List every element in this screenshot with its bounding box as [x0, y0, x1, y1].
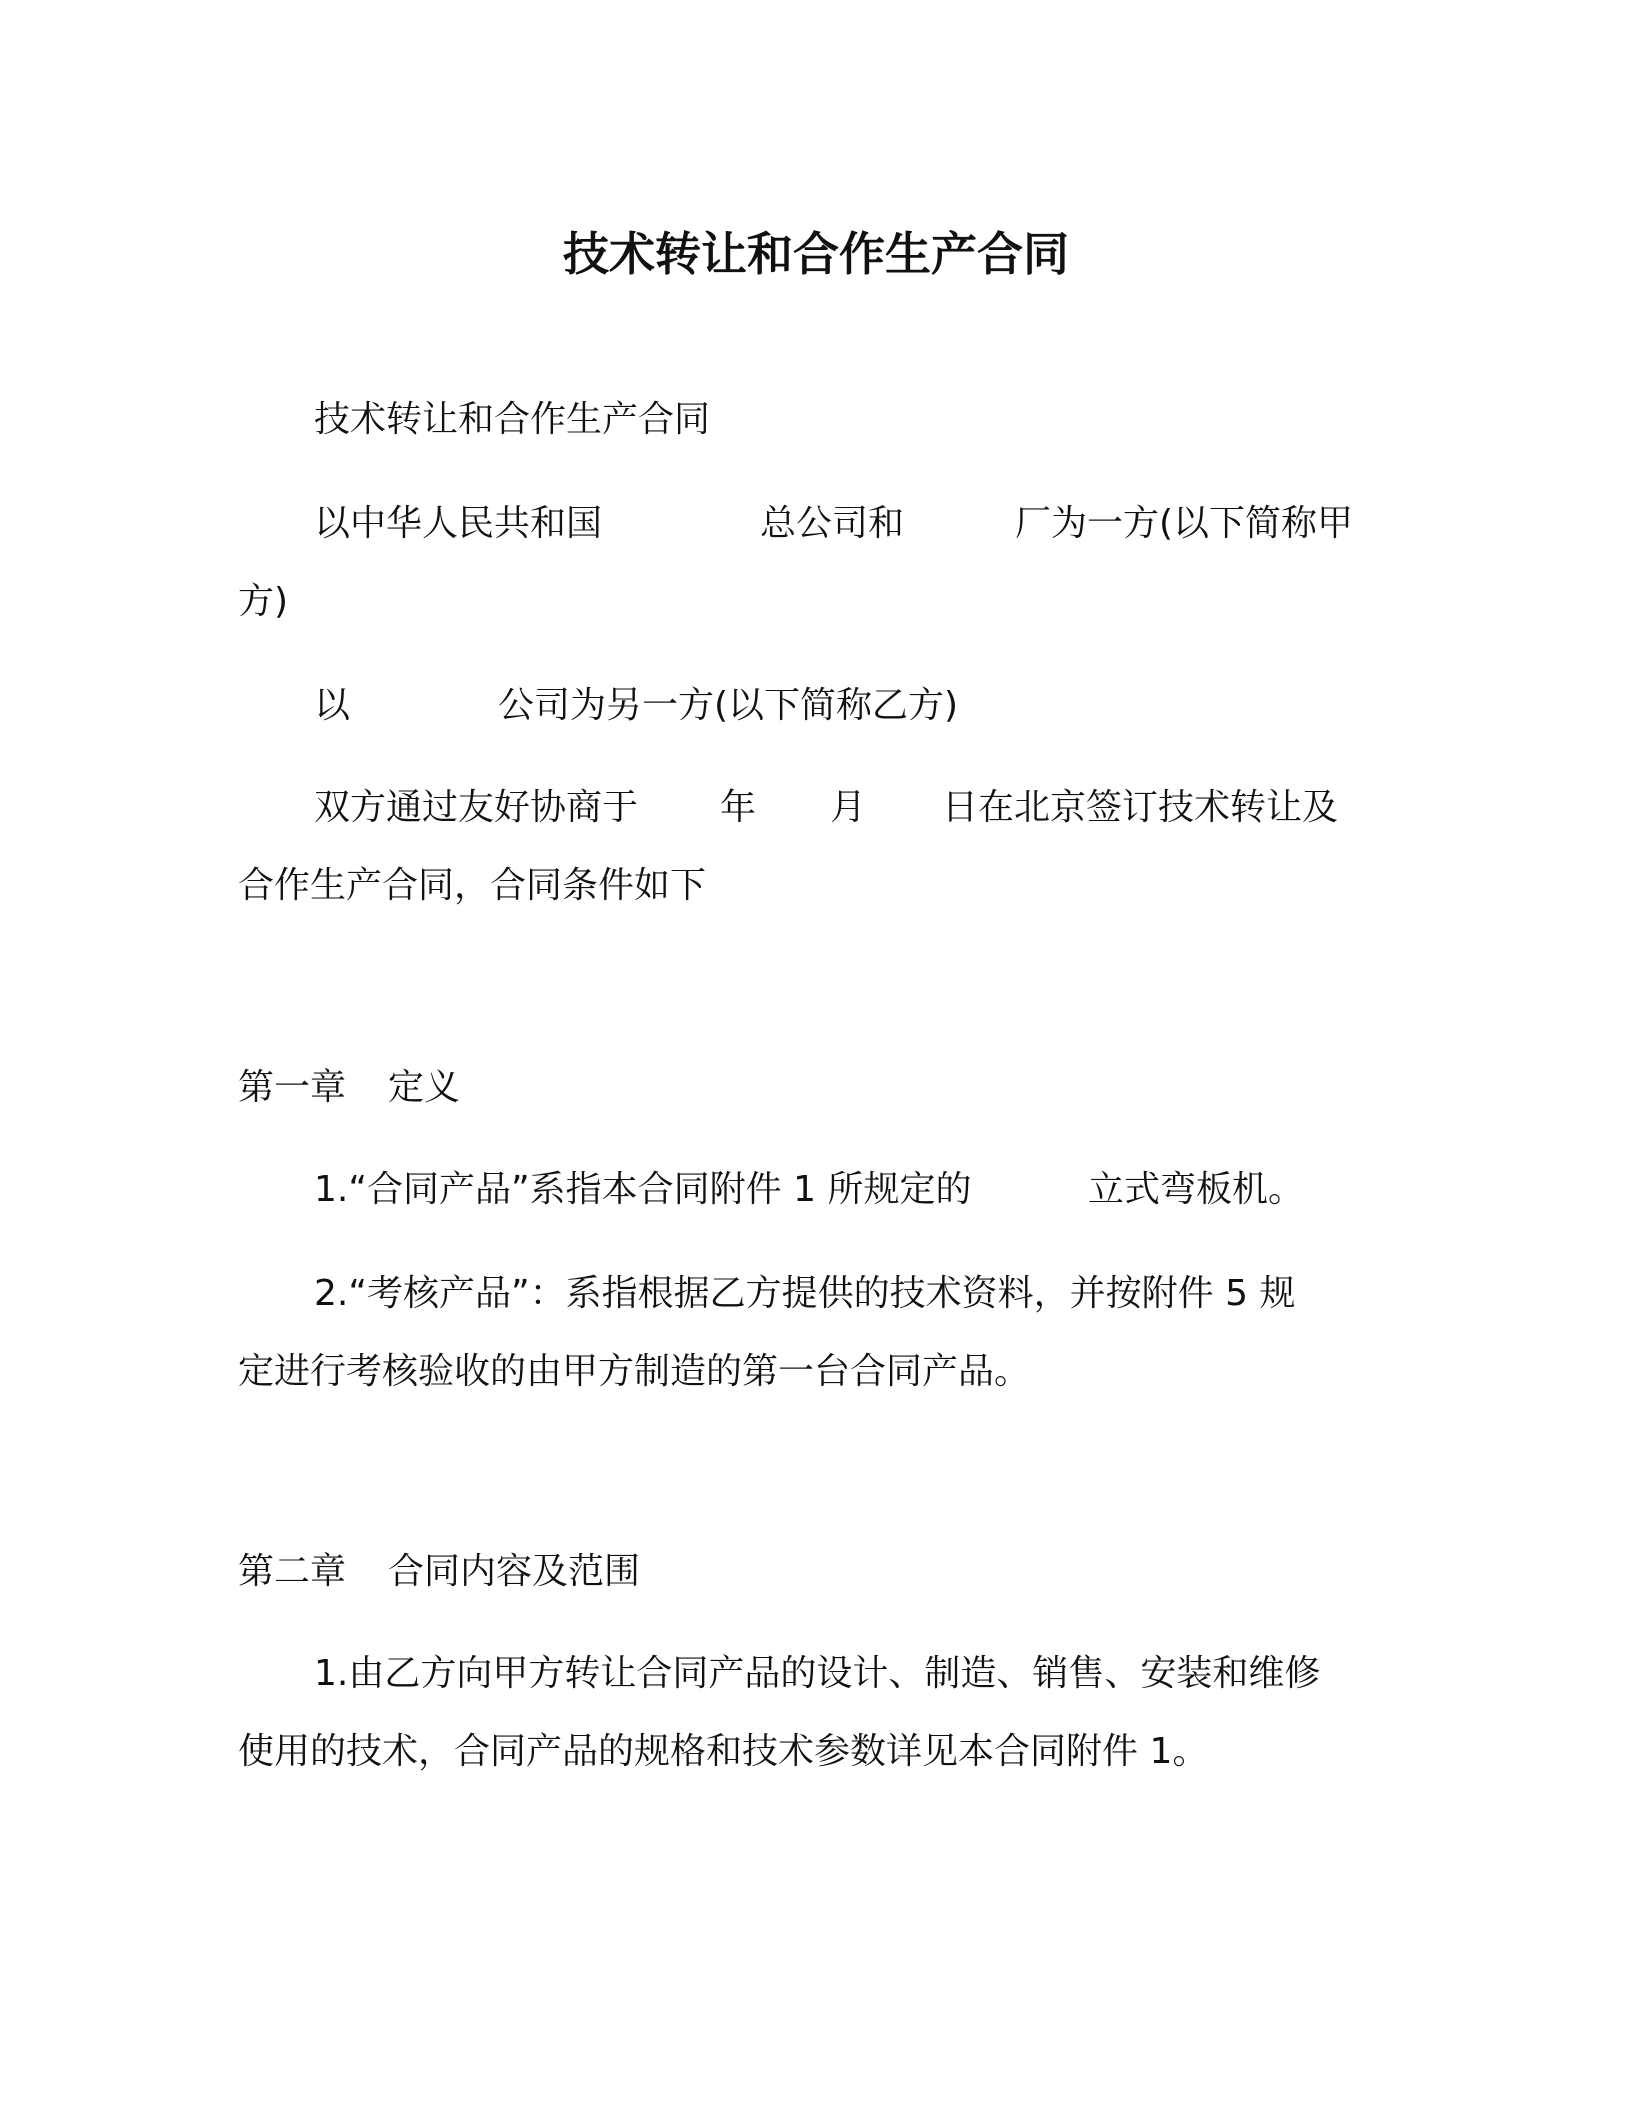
party-a-company: 总公司和	[760, 503, 905, 544]
chapter2-heading-title: 合同内容及范围	[388, 1551, 641, 1592]
signing-cont: 合作生产合同，合同条件如下	[238, 865, 707, 906]
subtitle: 技术转让和合作生产合同	[314, 399, 711, 440]
party-b-prefix: 以	[314, 685, 351, 726]
chapter1-item2-line2: 定进行考核验收的由甲方制造的第一台合同产品。	[238, 1351, 1031, 1392]
document-title: 技术转让和合作生产合同	[563, 227, 1069, 281]
chapter2-item1-line1: 1.由乙方向甲方转让合同产品的设计、制造、销售、安装和维修	[314, 1653, 1321, 1694]
chapter2-heading-num: 第二章	[238, 1551, 347, 1592]
chapter1-heading-title: 定义	[388, 1067, 461, 1108]
party-a-cont: 方)	[238, 581, 289, 622]
chapter1-item1-text: 1.“合同产品”系指本合同附件 1 所规定的	[314, 1169, 972, 1210]
chapter2-item1-line2: 使用的技术，合同产品的规格和技术参数详见本合同附件 1。	[238, 1731, 1209, 1772]
party-a-factory: 厂为一方(以下简称甲	[1015, 503, 1354, 544]
party-a-prefix: 以中华人民共和国	[314, 503, 603, 544]
chapter1-item1-tail: 立式弯板机。	[1088, 1169, 1305, 1210]
chapter1-heading-num: 第一章	[238, 1067, 347, 1108]
signing-month: 月	[830, 787, 867, 828]
party-b-company: 公司为另一方(以下简称乙方)	[498, 685, 959, 726]
signing-year: 年	[720, 787, 757, 828]
signing-rest: 日在北京签订技术转让及	[942, 787, 1339, 828]
signing-prefix: 双方通过友好协商于	[314, 787, 639, 828]
chapter1-item2-line1: 2.“考核产品”：系指根据乙方提供的技术资料，并按附件 5 规	[314, 1273, 1296, 1314]
